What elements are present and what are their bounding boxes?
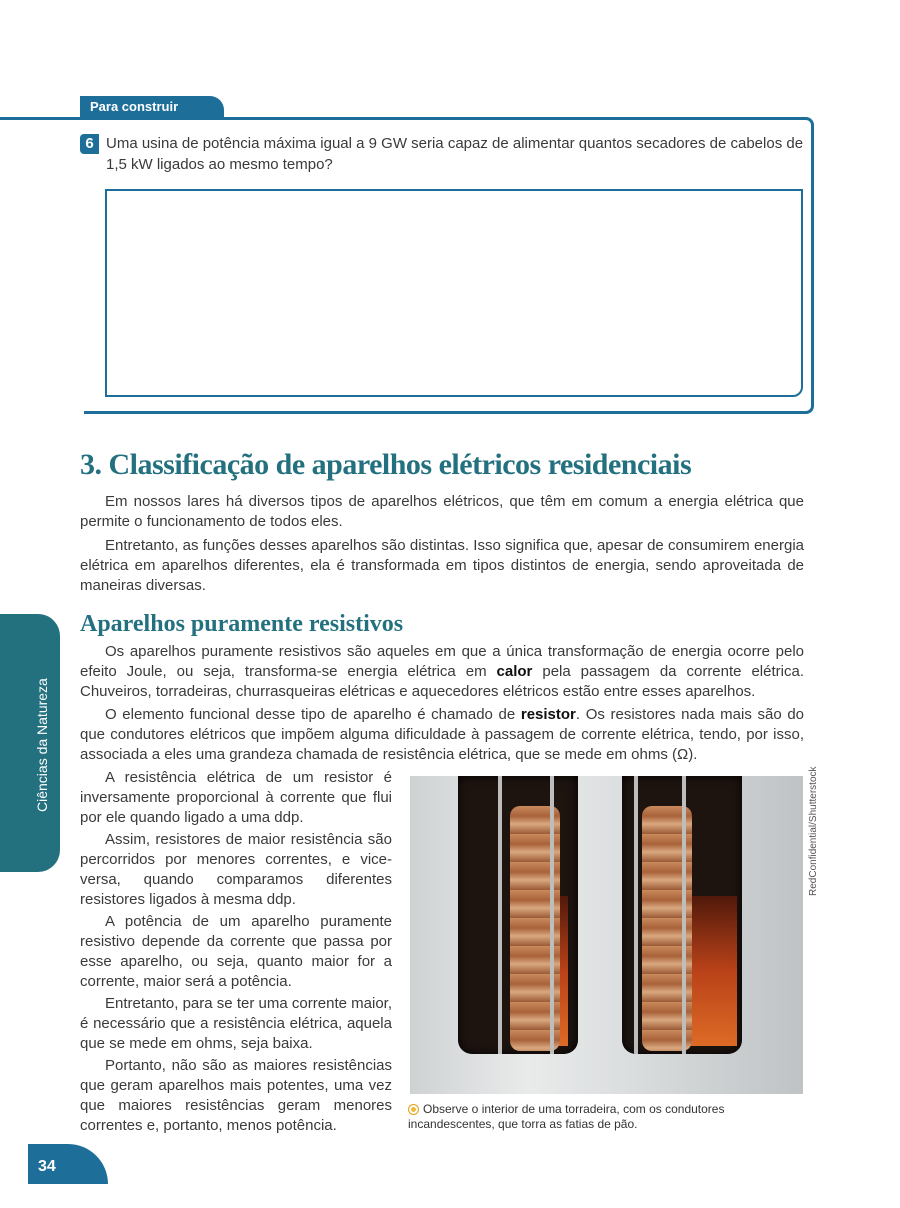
subsection-paragraph-2: O elemento funcional desse tipo de aparelho é chamado de resistor. Os resistores nada mais são do que condutores elétricos que impõem alguma dificuldade à passagem de corrente elétrica, tendo, por isso, associada a eles uma grandeza chamada de resistência elétrica, que se mede em ohms (Ω). (80, 706, 805, 763)
subsection-paragraph-7: Portanto, não são as maiores resistências que geram aparelhos mais potentes, uma vez que maiores resistências geram menores correntes e, portanto, menos potência. (80, 1057, 392, 1134)
side-tab (0, 614, 60, 872)
question-text: Uma usina de potência máxima igual a 9 GW seria capaz de alimentar quantos secadores de cabelos de 1,5 kW ligados ao mesmo tempo? (106, 135, 804, 173)
section-title: 3. Classificação de aparelhos elétricos residenciais (80, 448, 692, 481)
section-paragraph-1: Em nossos lares há diversos tipos de aparelhos elétricos, que têm em comum a energia elétrica que permite o funcionamento de todos eles. (80, 493, 804, 530)
side-label: Ciências da Natureza (34, 678, 50, 812)
subsection-paragraph-4: Assim, resistores de maior resistência são percorridos por menores correntes, e vice-versa, quando comparamos diferentes resistores ligados à mesma ddp. (80, 831, 392, 908)
toaster-photo (410, 776, 803, 1094)
subsection-paragraph-5: A potência de um aparelho puramente resistivo depende da corrente que passa por esse aparelho, ou seja, quanto maior for a corrente, maior será a potência. (80, 913, 392, 990)
toaster-slot-left (458, 776, 578, 1054)
toaster-rail (682, 776, 686, 1054)
subsection-paragraph-3: A resistência elétrica de um resistor é inversamente proporcional à corrente que flui por ele quando ligado a uma ddp. (80, 769, 392, 826)
page-number: 34 (38, 1158, 56, 1175)
toaster-rail (498, 776, 502, 1054)
subsection-paragraph-1: Os aparelhos puramente resistivos são aqueles em que a única transformação de energia ocorre pelo efeito Joule, ou seja, transforma-se energia elétrica em calor pela passagem da corrente elétrica. Chuveiros, torradeiras, churrasqueiras elétricas e aquecedores elétricos estão entre esses aparelhos. (80, 643, 804, 700)
toaster-rail (550, 776, 554, 1054)
photo-caption: Observe o interior de uma torradeira, com os condutores incandescentes, que torra as fatias de pão. (408, 1102, 725, 1131)
question-number: 6 (80, 134, 99, 154)
toaster-slot-right (622, 776, 742, 1054)
answer-box[interactable] (105, 189, 803, 397)
keyword-calor: calor (496, 663, 533, 680)
toaster-rail (634, 776, 638, 1054)
caption-bullet-icon (408, 1104, 419, 1115)
subsection-paragraph-6: Entretanto, para se ter uma corrente maior, é necessário que a resistência elétrica, aquela que se mede em ohms, seja baixa. (80, 995, 392, 1052)
section-tab: Para construir (80, 96, 224, 118)
photo-credit: RedConfidential/Shutterstock (808, 766, 819, 896)
keyword-resistor: resistor (520, 706, 576, 723)
section-paragraph-2: Entretanto, as funções desses aparelhos são distintas. Isso significa que, apesar de consumirem energia elétrica em aparelhos diferentes, ela é transformada em tipos distintos de energia, sendo aproveitada de maneiras diversas. (80, 537, 804, 594)
subsection-title: Aparelhos puramente resistivos (80, 611, 404, 637)
exercise-top-rule (0, 117, 90, 120)
